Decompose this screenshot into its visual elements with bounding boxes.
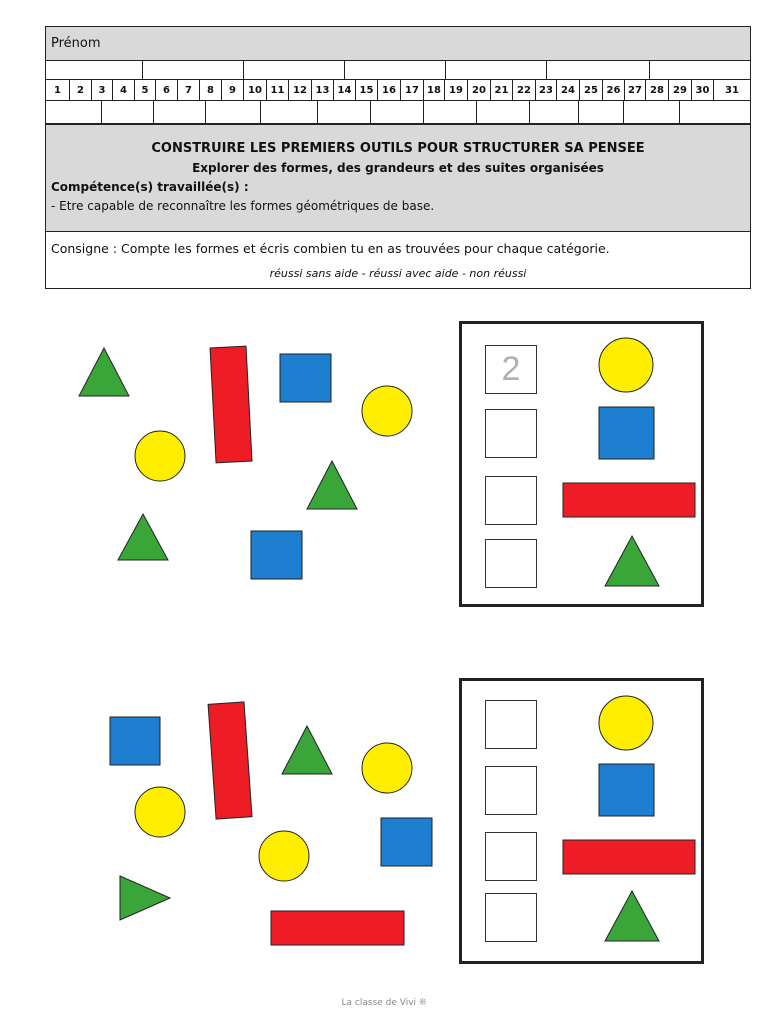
day-number-cell: 19	[445, 80, 468, 100]
name-label: Prénom	[51, 36, 101, 51]
day-number-cell: 13	[312, 80, 334, 100]
square-shape	[110, 717, 160, 765]
worksheet-title: CONSTRUIRE LES PREMIERS OUTILS POUR STRUCTURER SA PENSEE	[151, 141, 645, 156]
day-number-cell: 7	[178, 80, 200, 100]
worksheet-subtitle: Explorer des formes, des grandeurs et des suites organisées	[192, 161, 604, 175]
day-number-cell: 15	[356, 80, 378, 100]
legend-rectangle	[563, 483, 695, 517]
legend-triangle	[605, 536, 659, 586]
answer-panel-2	[459, 678, 704, 964]
day-number-cell: 20	[468, 80, 491, 100]
day-number-cell: 12	[289, 80, 312, 100]
day-number-cell: 26	[603, 80, 625, 100]
legend-circle	[599, 338, 653, 392]
day-number-cell: 10	[244, 80, 267, 100]
day-number-cell: 30	[692, 80, 714, 100]
triangle-shape	[307, 461, 357, 509]
triangle-shape	[79, 348, 129, 396]
footer-credit: La classe de Vivi ❊	[341, 998, 427, 1008]
day-number-cell: 11	[267, 80, 289, 100]
triangle-shape	[282, 726, 332, 774]
rectangle-shape	[208, 702, 252, 819]
day-number-cell: 9	[222, 80, 244, 100]
day-number-cell: 5	[135, 80, 156, 100]
legend-shapes-2	[459, 678, 704, 964]
rectangle-shape	[210, 346, 252, 463]
day-number-cell: 21	[491, 80, 513, 100]
legend-rectangle	[563, 840, 695, 874]
circle-shape	[135, 431, 185, 481]
day-number-cell: 29	[669, 80, 692, 100]
day-number-cell: 14	[334, 80, 356, 100]
day-number-cell: 22	[513, 80, 536, 100]
square-shape	[381, 818, 432, 866]
legend-circle	[599, 696, 653, 750]
square-shape	[280, 354, 331, 402]
circle-shape	[259, 831, 309, 881]
circle-shape	[362, 386, 412, 436]
legend-square	[599, 407, 654, 459]
legend-triangle	[605, 891, 659, 941]
day-number-cell: 28	[646, 80, 669, 100]
evaluation-scale: réussi sans aide - réussi avec aide - non réussi	[269, 267, 527, 280]
triangle-shape	[118, 514, 168, 560]
circle-shape	[135, 787, 185, 837]
day-number-cell: 24	[557, 80, 580, 100]
square-shape	[251, 531, 302, 579]
answer-panel-1	[459, 321, 704, 607]
triangle-shape	[120, 876, 170, 920]
day-number-cell: 2	[70, 80, 92, 100]
day-number-cell: 23	[536, 80, 557, 100]
day-number-cell: 27	[625, 80, 646, 100]
instruction-text: Consigne : Compte les formes et écris combien tu en as trouvées pour chaque catégorie.	[51, 241, 610, 256]
day-number-cell: 17	[401, 80, 424, 100]
day-number-cell: 8	[200, 80, 222, 100]
answer-box-circle[interactable]: 2	[485, 345, 537, 394]
day-number-cell: 18	[424, 80, 445, 100]
day-number-cell: 31	[725, 84, 739, 96]
circle-shape	[362, 743, 412, 793]
day-number-cell: 6	[156, 80, 178, 100]
competence-item: - Etre capable de reconnaître les formes géométriques de base.	[51, 199, 435, 213]
legend-square	[599, 764, 654, 816]
competence-label: Compétence(s) travaillée(s) :	[51, 180, 249, 194]
legend-shapes-1	[459, 321, 704, 607]
day-number-cell: 1	[46, 80, 70, 100]
day-number-cell: 25	[580, 80, 603, 100]
day-number-cell: 3	[92, 80, 113, 100]
day-number-cell: 4	[113, 80, 135, 100]
day-number-cell: 16	[378, 80, 401, 100]
rectangle-shape	[271, 911, 404, 945]
